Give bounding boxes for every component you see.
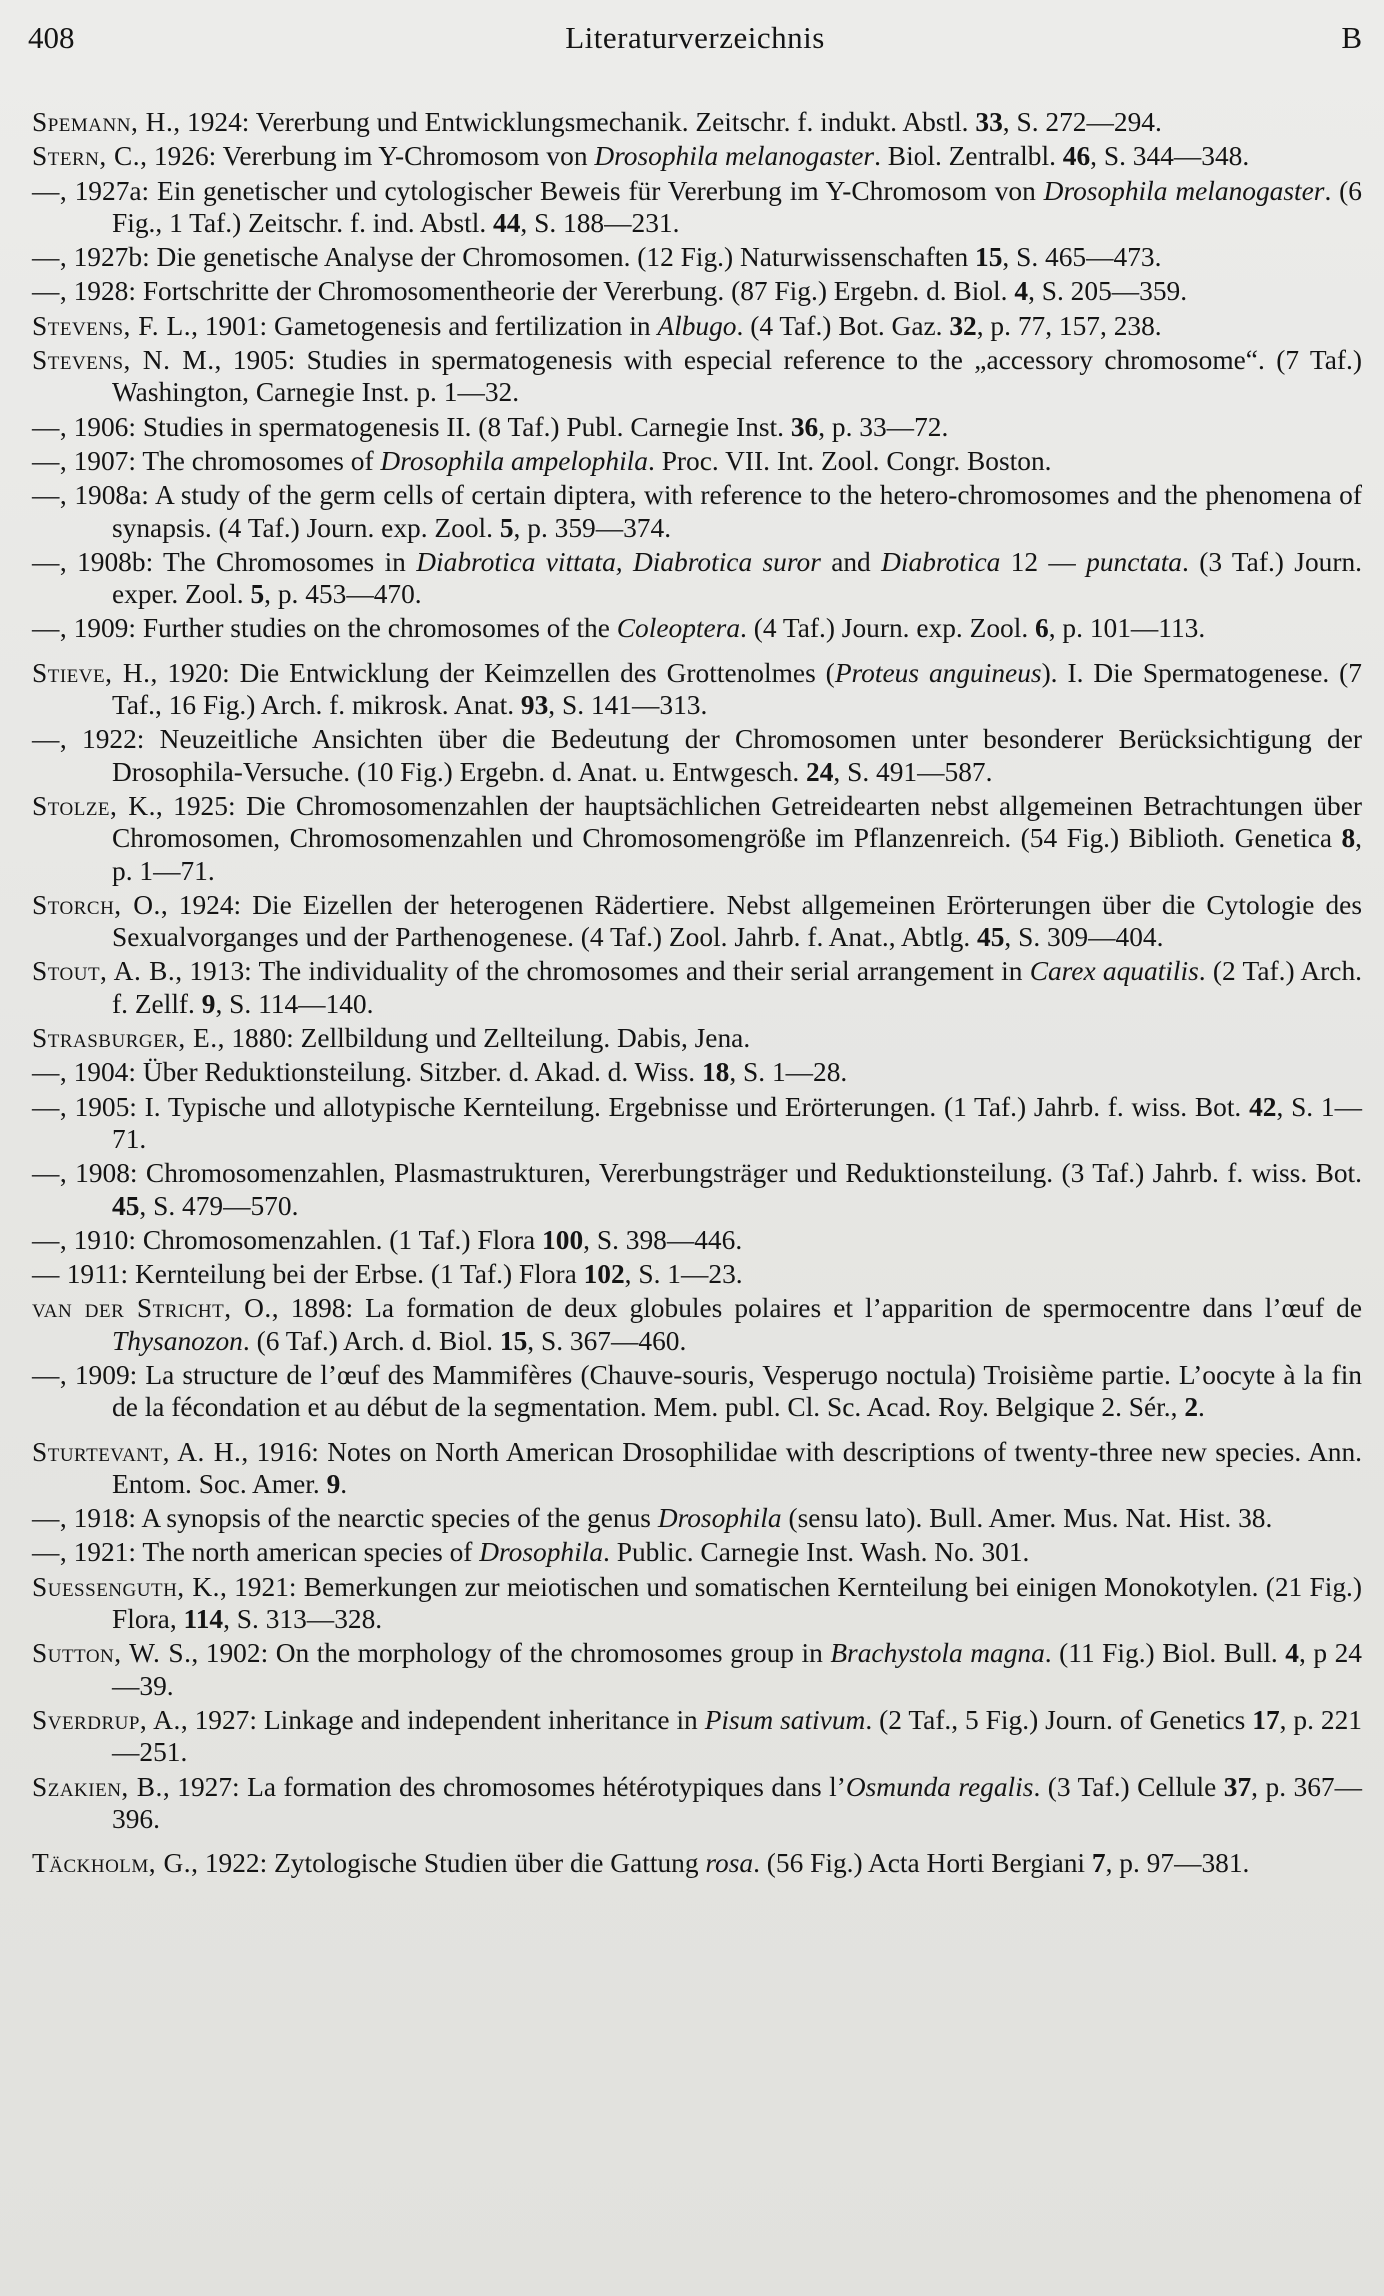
reference-text: . Public. Carnegie Inst. Wash. No. 301.: [603, 1537, 1030, 1568]
reference-pages: , p. 101—113.: [1048, 613, 1206, 644]
reference-text: , 1908a: A study of the germ cells of certain diptera, with reference to the hetero-chromosomes and the phenomena of synapsis. (4 Taf.) Journ. exp. Zool.: [59, 480, 1362, 543]
reference-author: Storch, O.: [32, 889, 161, 920]
reference-pages: , p. 77, 157, 238.: [976, 310, 1162, 341]
reference-volume: 45: [112, 1190, 140, 1221]
reference-entry: [32, 1359, 1362, 1424]
reference-text: , 1880: Zellbildung und Zellteilung. Dabis, Jena.: [217, 1023, 751, 1054]
reference-author: Stevens, N. M.: [32, 345, 215, 376]
reference-text: , 1924: Die Eizellen der heterogenen Rädertiere. Nebst allgemeinen Erörterungen über die Cytologie des Sexualvorganges und der Parthenogenese. (4 Taf.) Zool. Jahrb. f. Anat., Abtlg.: [112, 889, 1362, 953]
reference-title-italic: Drosophila melanogaster: [594, 141, 875, 172]
reference-title-italic: punctata: [1086, 546, 1182, 577]
reference-text: , 1910: Chromosomenzahlen. (1 Taf.) Flora: [59, 1224, 543, 1255]
reference-entry: [32, 1571, 1362, 1636]
reference-volume: 4: [1014, 276, 1029, 307]
reference-text: , 1927: La formation des chromosomes hétérotypiques dans l’: [162, 1771, 846, 1802]
reference-author: Täckholm, G.: [32, 1848, 192, 1879]
reference-text: , 1908b: The Chromosomes in: [59, 546, 417, 577]
reference-author: —: [32, 546, 60, 577]
reference-author: —: [32, 445, 60, 476]
reference-text: , 1920: Die Entwicklung der Keimzellen des Grottenolmes (: [150, 657, 835, 688]
reference-volume: 114: [183, 1604, 224, 1635]
reference-entry: [32, 106, 1362, 138]
reference-text: , 1916: Notes on North American Drosophilidae with descriptions of twenty-three new species. Ann. Entom. Soc. Amer.: [112, 1436, 1362, 1499]
reference-pages: , S. 272—294.: [1002, 107, 1162, 137]
reference-pages: , p. 1—71.: [112, 823, 1362, 886]
reference-text: , 1922: Zytologische Studien über die Gattung: [191, 1848, 706, 1879]
reference-pages: , p. 97—381.: [1105, 1848, 1250, 1879]
reference-entry: [32, 1091, 1362, 1156]
reference-pages: , S. 465—473.: [1002, 242, 1162, 273]
reference-text: , 1904: Über Reduktionsteilung. Sitzber. d. Akad. d. Wiss.: [59, 1057, 702, 1088]
reference-text: . (4 Taf.) Journ. exp. Zool.: [740, 613, 1036, 644]
reference-author: Sverdrup, A.: [32, 1704, 181, 1735]
reference-author: —: [32, 1359, 60, 1390]
reference-text: , 1927b: Die genetische Analyse der Chromosomen. (12 Fig.) Naturwissenschaften: [59, 242, 976, 273]
reference-text: . (11 Fig.) Biol. Bull.: [1044, 1638, 1286, 1669]
reference-entry: [32, 723, 1362, 788]
reference-volume: 7: [1091, 1848, 1106, 1879]
reference-entry: [32, 1771, 1362, 1836]
reference-text: , 1927: Linkage and independent inheritance in: [180, 1704, 705, 1735]
reference-entry: [32, 1502, 1362, 1534]
reference-pages: , S. 141—313.: [548, 690, 708, 721]
reference-entry: [32, 175, 1362, 240]
reference-text: . (6 Taf.) Arch. d. Biol.: [242, 1325, 500, 1356]
reference-title-italic: Coleoptera: [616, 613, 741, 644]
reference-text: , 1926: Vererbung im Y-Chromosom von: [140, 141, 595, 172]
reference-text: , 1901: Gametogenesis and fertilization in: [191, 310, 658, 341]
running-title: Literaturverzeichnis: [565, 20, 825, 55]
reference-author: Strasburger, E.: [32, 1023, 218, 1054]
reference-pages: , S. 313—328.: [223, 1604, 383, 1635]
reference-author: Stieve, H.: [32, 657, 151, 688]
reference-author: Stern, C.: [32, 141, 141, 172]
page-header: [28, 20, 1362, 64]
reference-pages: , S. 367—460.: [527, 1325, 687, 1356]
reference-entry: [32, 955, 1362, 1020]
reference-text: . (2 Taf.) Arch. f. Zellf.: [112, 956, 1362, 1019]
reference-title-italic: Diabrotica vittata, Diabrotica suror: [416, 546, 821, 577]
reference-title-italic: Carex aquatilis: [1029, 956, 1199, 987]
reference-entry: [32, 546, 1362, 611]
reference-volume: 100: [542, 1224, 584, 1255]
reference-text: , 1918: A synopsis of the nearctic species of the genus: [59, 1503, 658, 1534]
reference-volume: 9: [326, 1468, 341, 1499]
reference-pages: , p. 367—396.: [112, 1771, 1363, 1834]
reference-author: Szakien, B.: [32, 1771, 163, 1802]
reference-pages: , S. 479—570.: [139, 1190, 299, 1221]
reference-author: —: [32, 1057, 60, 1088]
page-number: 408: [28, 20, 75, 55]
reference-text: 12 —: [1000, 546, 1087, 577]
reference-pages: , S. 1—71.: [112, 1091, 1362, 1154]
reference-entry: [32, 445, 1362, 477]
reference-author: —: [32, 1259, 60, 1290]
reference-text: , 1909: Further studies on the chromosomes of the: [59, 613, 617, 644]
reference-author: —: [32, 1537, 60, 1568]
reference-entry: [32, 1536, 1362, 1568]
reference-author: van der Stricht, O.: [32, 1293, 272, 1324]
reference-author: —: [32, 1158, 60, 1189]
reference-author: —: [32, 1503, 60, 1534]
reference-text: , 1922: Neuzeitliche Ansichten über die Bedeutung der Chromosomen unter besonderer Berücksichtigung der Drosophila-Versuche. (10 Fig.) Ergebn. d. Anat. u. Entwgesch.: [59, 724, 1362, 787]
reference-entry: [32, 275, 1362, 307]
reference-author: —: [32, 1091, 60, 1122]
reference-text: , 1921: Bemerkungen zur meiotischen und somatischen Kernteilung bei einigen Monokotylen. (21 Fig.) Flora,: [112, 1571, 1362, 1635]
reference-entry: [32, 1292, 1362, 1357]
reference-volume: 8: [1341, 823, 1356, 854]
reference-volume: 37: [1223, 1771, 1252, 1802]
reference-text: , 1925: Die Chromosomenzahlen der hauptsächlichen Getreidearten nebst allgemeinen Betrachtungen über Chromosomen, Chromosomenzahlen und Chromosomengröße im Pflanzenreich. (54 Fig.) Biblioth. Genetica: [112, 790, 1362, 854]
reference-entry: [32, 344, 1362, 409]
reference-entry: [32, 1436, 1362, 1501]
reference-entry: [32, 1258, 1362, 1290]
reference-entry: [32, 657, 1362, 722]
reference-text: . (3 Taf.) Cellule: [1033, 1771, 1224, 1802]
reference-author: Spemann, H.: [32, 107, 174, 137]
reference-pages: , S. 309—404.: [1004, 922, 1164, 953]
reference-volume: 93: [520, 690, 549, 721]
reference-text: , 1908: Chromosomenzahlen, Plasmastrukturen, Vererbungsträger und Reduktionsteilung. (3 Taf.) Jahrb. f. wiss. Bot.: [59, 1158, 1362, 1189]
reference-entry: [32, 1224, 1362, 1256]
reference-entry: [32, 1704, 1362, 1769]
reference-volume: 33: [975, 107, 1003, 137]
reference-volume: 2: [1184, 1392, 1199, 1423]
reference-text: , 1913: The individuality of the chromosomes and their serial arrangement in: [175, 956, 1030, 987]
reference-volume: 5: [250, 579, 265, 610]
reference-volume: 36: [790, 411, 819, 442]
reference-author: —: [32, 613, 60, 644]
reference-pages: , S. 205—359.: [1028, 276, 1188, 307]
reference-entry: [32, 1157, 1362, 1222]
reference-pages: , S. 398—446.: [583, 1224, 743, 1255]
reference-pages: , S. 1—28.: [729, 1057, 848, 1088]
reference-text: . (6 Fig., 1 Taf.) Zeitschr. f. ind. Abstl.: [112, 175, 1362, 238]
bibliography-list: [32, 106, 1362, 1881]
reference-text: . (2 Taf., 5 Fig.) Journ. of Genetics: [865, 1704, 1253, 1735]
reference-volume: 9: [201, 988, 216, 1019]
reference-volume: 44: [493, 207, 521, 238]
reference-pages: , S. 114—140.: [215, 988, 374, 1019]
reference-text: , 1905: I. Typische und allotypische Kernteilung. Ergebnisse und Erörterungen. (1 Taf.) Jahrb. f. wiss. Bot.: [59, 1091, 1250, 1122]
reference-pages: , p. 453—470.: [264, 579, 422, 610]
reference-author: —: [32, 242, 60, 273]
reference-title-italic: Drosophila ampelophila: [380, 445, 648, 476]
reference-volume: 42: [1249, 1091, 1277, 1122]
reference-text: 1911: Kernteilung bei der Erbse. (1 Taf.) Flora: [59, 1259, 584, 1290]
reference-title-italic: Diabrotica: [881, 546, 1001, 577]
reference-volume: 18: [701, 1057, 730, 1088]
reference-text: , 1905: Studies in spermatogenesis with especial reference to the „accessory chromosome“. (7 Taf.) Washington, Carnegie Inst. p. 1—32.: [112, 345, 1362, 408]
reference-author: Stout, A. B.: [32, 956, 176, 987]
reference-text: . (56 Fig.) Acta Horti Bergiani: [753, 1848, 1092, 1879]
reference-text: . Proc. VII. Int. Zool. Congr. Boston.: [648, 445, 1052, 476]
reference-pages: , p. 359—374.: [513, 512, 672, 543]
reference-entry: [32, 612, 1362, 644]
reference-pages: , S. 491—587.: [833, 756, 993, 787]
reference-title-italic: Drosophila melanogaster: [1043, 175, 1325, 206]
reference-title-italic: Pisum sativum: [704, 1704, 866, 1735]
reference-volume: 17: [1252, 1704, 1280, 1735]
reference-volume: 32: [949, 310, 977, 341]
reference-title-italic: Osmunda regalis: [845, 1771, 1034, 1802]
reference-entry: [32, 1847, 1362, 1879]
reference-volume: 5: [499, 512, 514, 543]
reference-text: . (4 Taf.) Bot. Gaz.: [736, 310, 950, 341]
reference-entry: [32, 1022, 1362, 1054]
reference-volume: 15: [975, 242, 1003, 273]
reference-volume: 4: [1285, 1638, 1299, 1669]
reference-pages: , p. 33—72.: [818, 411, 949, 442]
reference-author: —: [32, 175, 60, 206]
reference-pages: .: [340, 1468, 348, 1499]
reference-title-italic: Brachystola magna: [830, 1638, 1045, 1669]
reference-pages: .: [1198, 1392, 1205, 1423]
reference-entry: [32, 479, 1362, 544]
reference-title-italic: Proteus anguineus: [834, 657, 1042, 688]
reference-author: —: [32, 411, 60, 442]
reference-author: Stolze, K.: [32, 790, 156, 821]
reference-pages: , p. 221—251.: [112, 1704, 1362, 1768]
reference-author: Sturtevant, A. H.: [32, 1436, 242, 1467]
reference-text: and: [820, 546, 882, 577]
reference-author: —: [32, 480, 60, 511]
reference-pages: , S. 188—231.: [520, 207, 680, 238]
reference-author: Suessenguth, K.: [32, 1571, 221, 1602]
reference-entry: [32, 1637, 1362, 1702]
reference-text: , 1898: La formation de deux globules polaires et l’apparition de spermocentre dans l’œuf de: [271, 1293, 1362, 1324]
reference-author: Stevens, F. L.: [32, 310, 192, 341]
reference-title-italic: Albugo: [657, 310, 737, 341]
reference-text: , 1927a: Ein genetischer und cytologischer Beweis für Vererbung im Y-Chromosom von: [59, 175, 1044, 206]
reference-entry: [32, 1056, 1362, 1088]
reference-author: Sutton, W. S.: [32, 1638, 192, 1669]
reference-volume: 15: [499, 1325, 528, 1356]
reference-text: , 1928: Fortschritte der Chromosomentheorie der Vererbung. (87 Fig.) Ergebn. d. Biol.: [59, 276, 1015, 307]
reference-text: . Biol. Zentralbl.: [874, 141, 1063, 172]
reference-pages: , p 24—39.: [112, 1638, 1362, 1701]
reference-text: , 1909: La structure de l’œuf des Mammifères (Chauve-souris, Vesperugo noctula) Troisième partie. L’oocyte à la fin de la fécondation et au début de la segmentation. Mem. publ. Cl. Sc. Acad. Roy. Belgique 2. Sér.,: [59, 1359, 1362, 1423]
reference-text: , 1907: The chromosomes of: [59, 445, 381, 476]
reference-text: , 1921: The north american species of: [59, 1537, 480, 1568]
reference-text: . (3 Taf.) Journ. exper. Zool.: [112, 546, 1362, 610]
reference-entry: [32, 310, 1362, 342]
reference-author: —: [32, 724, 60, 755]
reference-text: , 1906: Studies in spermatogenesis II. (8 Taf.) Publ. Carnegie Inst.: [59, 411, 791, 442]
reference-entry: [32, 140, 1362, 172]
reference-volume: 46: [1062, 141, 1091, 172]
reference-volume: 6: [1035, 613, 1049, 644]
reference-entry: [32, 411, 1362, 443]
reference-entry: [32, 241, 1362, 273]
reference-title-italic: Drosophila: [657, 1503, 782, 1534]
reference-entry: [32, 790, 1362, 887]
reference-volume: 45: [977, 922, 1005, 953]
reference-volume: 24: [806, 756, 834, 787]
reference-author: —: [32, 1224, 60, 1255]
reference-title-italic: rosa: [705, 1848, 754, 1879]
reference-title-italic: Drosophila: [479, 1537, 604, 1568]
section-letter: B: [1341, 20, 1362, 55]
reference-entry: [32, 889, 1362, 954]
reference-author: —: [32, 276, 60, 307]
reference-pages: , S. 344—348.: [1090, 141, 1250, 172]
reference-text: (sensu lato). Bull. Amer. Mus. Nat. Hist. 38.: [781, 1503, 1273, 1534]
reference-pages: , S. 1—23.: [624, 1259, 743, 1290]
reference-text: ). I. Die Spermatogenese. (7 Taf., 16 Fig.) Arch. f. mikrosk. Anat.: [112, 657, 1362, 721]
reference-text: , 1902: On the morphology of the chromosomes group in: [191, 1638, 831, 1669]
reference-volume: 102: [583, 1259, 625, 1290]
reference-title-italic: Thysanozon: [112, 1325, 243, 1356]
reference-text: , 1924: Vererbung und Entwicklungsmechanik. Zeitschr. f. indukt. Abstl.: [173, 107, 976, 137]
